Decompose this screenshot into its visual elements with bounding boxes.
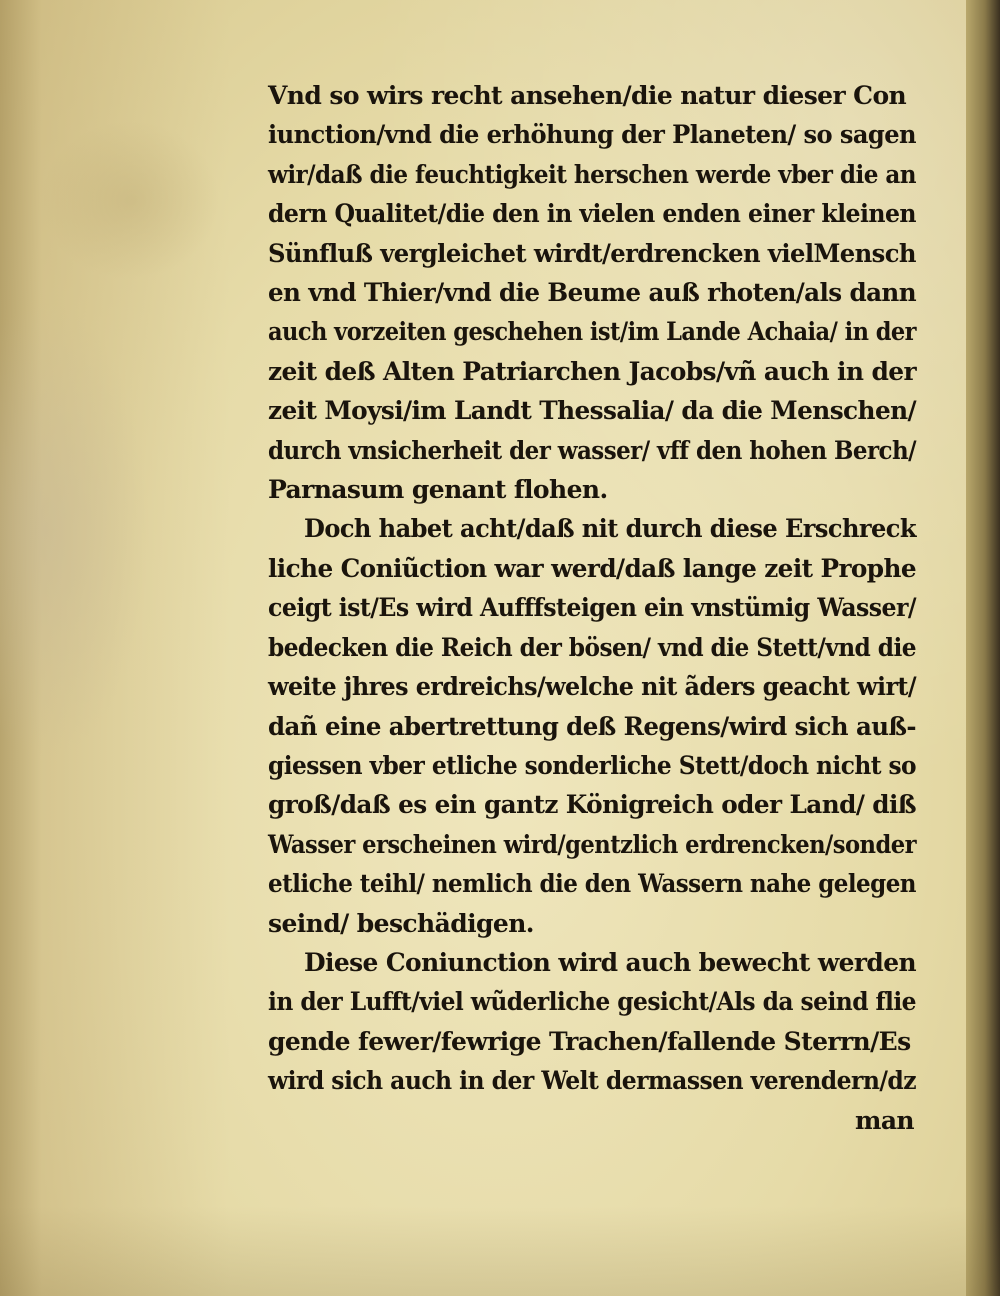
text-line: Sünfluß vergleichet wirdt/erdrencken vielMensch (268, 238, 916, 268)
text-line: etliche teihl/ nemlich die den Wassern nahe gelegen (268, 869, 916, 899)
text-line: seind/ beschädigen. (268, 908, 534, 938)
text-block (268, 76, 920, 1140)
text-line: liche Coniũction war werd/daß lange zeit Prophe (268, 553, 916, 583)
text-line: in der Lufft/viel wũderliche gesicht/Als da seind flie (268, 987, 916, 1017)
paragraph-start-line: Doch habet acht/daß nit durch diese Erschreck (304, 514, 916, 544)
text-line: zeit deß Alten Patriarchen Jacobs/vñ auch in der (268, 356, 916, 386)
text-line: auch vorzeiten geschehen ist/im Lande Achaia/ in der (268, 317, 916, 347)
text-line: zeit Moysi/im Landt Thessalia/ da die Menschen/ (268, 396, 916, 426)
catchword: man (854, 1105, 914, 1135)
page-shadow (0, 1206, 1000, 1296)
text-line: durch vnsicherheit der wasser/ vff den hohen Berch/ (268, 435, 916, 465)
page-gutter (966, 0, 1000, 1296)
text-line: groß/daß es ein gantz Königreich oder Land/ diß (268, 790, 916, 820)
text-line: dañ eine abertrettung deß Regens/wird sich auß- (268, 711, 916, 741)
text-line: en vnd Thier/vnd die Beume auß rhoten/als dann (268, 278, 916, 308)
paper-stain (0, 300, 150, 760)
text-line: Wasser erscheinen wird/gentzlich erdrencken/sonder (268, 829, 916, 859)
text-line: ceigt ist/Es wird Aufffsteigen ein vnstümig Wasser/ (268, 593, 916, 623)
text-line: iunction/vnd die erhöhung der Planeten/ so sagen (268, 120, 916, 150)
text-line: weite jhres erdreichs/welche nit ãders geacht wirt/ (268, 672, 916, 702)
text-line: Vnd so wirs recht ansehen/die natur dieser Con (268, 81, 907, 110)
text-line: giessen vber etliche sonderliche Stett/doch nicht so (268, 750, 916, 780)
text-line: dern Qualitet/die den in vielen enden einer kleinen (268, 199, 916, 229)
text-line: gende fewer/fewrige Trachen/fallende Sterrn/Es (268, 1026, 911, 1056)
paper-stain (40, 120, 220, 280)
text-line: wir/daß die feuchtigkeit herschen werde vber die an (268, 159, 916, 189)
text-line: Parnasum genant flohen. (268, 475, 608, 505)
paragraph-start-line: Diese Coniunction wird auch bewecht werden (304, 947, 916, 977)
text-line: bedecken die Reich der bösen/ vnd die Stett/vnd die (268, 632, 916, 662)
text-line: wird sich auch in der Welt dermassen verendern/dz (268, 1066, 916, 1096)
